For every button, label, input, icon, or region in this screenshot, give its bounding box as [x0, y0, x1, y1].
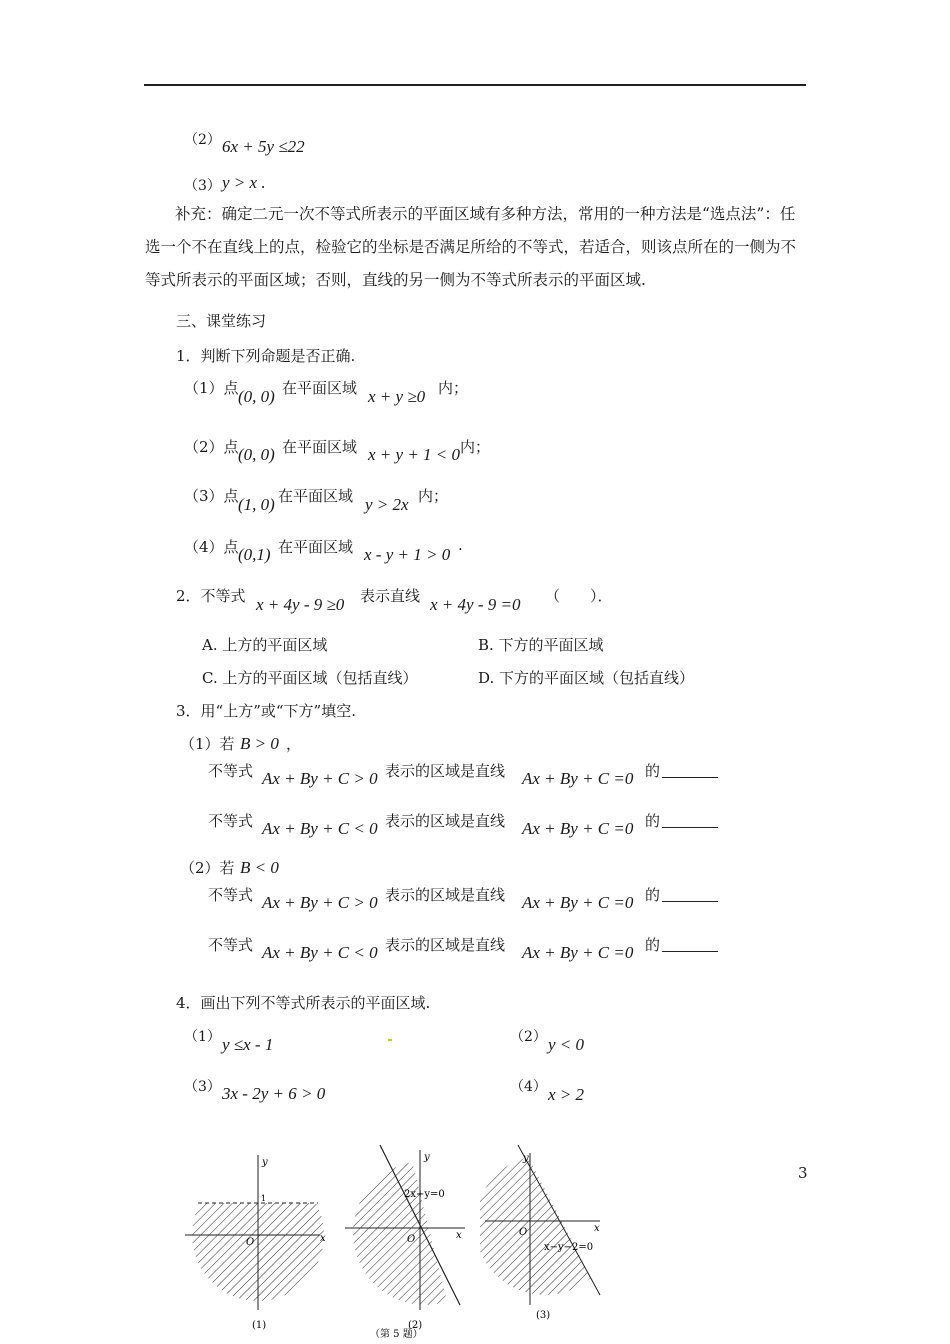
q1-inequality: x + y ≥0 — [368, 387, 426, 406]
q3-cond2: B < 0 — [240, 858, 279, 877]
item-label: （2） — [184, 132, 221, 148]
axis-label-y: y — [424, 1152, 430, 1163]
q1-item-label: （2）点 — [184, 438, 239, 456]
q1-title: 1．判断下列命题是否正确. — [176, 347, 356, 365]
q4-item-label: （1） — [184, 1029, 221, 1045]
fill-blank[interactable] — [662, 763, 718, 778]
q1-end: 内； — [460, 438, 491, 456]
figure-label: (1) — [252, 1320, 267, 1331]
axis-label-x: x — [320, 1233, 326, 1244]
inequality: y > x . — [222, 173, 266, 192]
q1-item-label: （1）点 — [184, 379, 239, 397]
q3-text: 表示的区域是直线 — [385, 812, 506, 830]
item-label: （3） — [184, 178, 221, 194]
q1-point: (0,1) — [238, 545, 271, 564]
q3-text: 不等式 — [208, 886, 254, 904]
q2-answer-paren: （ ）． — [545, 587, 613, 605]
line-equation: x−y−2=0 — [544, 1242, 594, 1253]
q3-case1: （1）若 — [180, 735, 235, 753]
axis-label-y: y — [523, 1153, 529, 1164]
inequality: 6x + 5y ≤22 — [222, 137, 305, 156]
q1-text: 在平面区域 — [278, 538, 354, 556]
q3-text: 表示的区域是直线 — [385, 936, 506, 954]
q3-text: 不等式 — [208, 936, 254, 954]
q4-inequality: y ≤x - 1 — [222, 1035, 274, 1054]
q3-line: Ax + By + C =0 — [522, 769, 634, 788]
supplement-paragraph: 补充：确定二元一次不等式所表示的平面区域有多种方法，常用的一种方法是“选点法”：任选一个不在直线上的点，检验它的坐标是否满足所给的不等式，若适合，则该点所在的一侧为不等式所表示的平面区域；否则，直线的另一侧为不等式所表示的平面区域. — [145, 205, 797, 289]
q3-text: 不等式 — [208, 812, 254, 830]
q1-inequality: x - y + 1 > 0 — [364, 545, 451, 564]
q4-item-label: （4） — [510, 1079, 547, 1095]
scan-speck — [388, 1039, 392, 1041]
origin-label: O — [519, 1227, 528, 1238]
page-number: 3 — [798, 1164, 808, 1182]
q3-line: Ax + By + C =0 — [522, 943, 634, 962]
q1-end: . — [458, 536, 463, 554]
figure-label: (2) — [408, 1320, 423, 1331]
q2-line: x + 4y - 9 =0 — [430, 595, 521, 614]
q1-point: (0, 0) — [238, 445, 275, 464]
line-equation: 2x+y=0 — [404, 1189, 445, 1200]
fill-blank[interactable] — [662, 937, 718, 952]
q3-text: 的 — [645, 812, 661, 830]
q4-item-label: （3） — [184, 1079, 221, 1095]
q2-inequality: x + 4y - 9 ≥0 — [256, 595, 345, 614]
q3-cond1: B > 0 — [240, 734, 279, 753]
q4-item-label: （2） — [510, 1029, 547, 1045]
q3-text: 不等式 — [208, 762, 254, 780]
figure-label: (3) — [536, 1310, 551, 1321]
q2-prefix: 2．不等式 — [176, 587, 246, 605]
q3-inequality: Ax + By + C < 0 — [262, 819, 378, 838]
comma: ， — [286, 735, 302, 753]
q3-text: 表示的区域是直线 — [385, 762, 506, 780]
q3-text: 的 — [645, 762, 661, 780]
figure-1 — [180, 1155, 340, 1331]
figure-caption: （第 5 题） — [370, 1329, 423, 1340]
q3-case2: （2）若 — [180, 859, 235, 877]
option-d: D. 下方的平面区域（包括直线） — [478, 669, 695, 687]
q1-item-label: （3）点 — [184, 487, 239, 505]
header-rule — [144, 84, 806, 86]
q3-inequality: Ax + By + C > 0 — [262, 893, 378, 912]
q1-text: 在平面区域 — [282, 438, 358, 456]
q1-inequality: y > 2x — [365, 495, 409, 514]
origin-label: O — [407, 1234, 416, 1245]
q1-text: 在平面区域 — [282, 379, 358, 397]
q1-text: 在平面区域 — [278, 487, 354, 505]
q1-point: (0, 0) — [238, 387, 275, 406]
option-b: B. 下方的平面区域 — [478, 636, 604, 654]
origin-label: O — [246, 1237, 255, 1248]
q1-end: 内； — [438, 379, 469, 397]
q4-title: 4．画出下列不等式所表示的平面区域. — [176, 994, 431, 1012]
tick-label: 1 — [261, 1194, 267, 1203]
q3-text: 表示的区域是直线 — [385, 886, 506, 904]
fill-blank[interactable] — [662, 813, 718, 828]
q2-text: 表示直线 — [360, 587, 421, 605]
q3-line: Ax + By + C =0 — [522, 893, 634, 912]
figure-2 — [340, 1145, 465, 1331]
q1-item-label: （4）点 — [184, 538, 239, 556]
q3-inequality: Ax + By + C < 0 — [262, 943, 378, 962]
axis-label-y: y — [262, 1157, 268, 1168]
fill-blank[interactable] — [662, 887, 718, 902]
q4-inequality: 3x - 2y + 6 > 0 — [222, 1084, 326, 1103]
option-c: C. 上方的平面区域（包括直线） — [202, 669, 418, 687]
q3-text: 的 — [645, 886, 661, 904]
q3-line: Ax + By + C =0 — [522, 819, 634, 838]
q1-inequality: x + y + 1 < 0 — [368, 445, 461, 464]
section-title: 三、课堂练习 — [176, 312, 267, 330]
q1-end: 内； — [418, 487, 449, 505]
axis-label-x: x — [456, 1230, 462, 1241]
q1-point: (1, 0) — [238, 495, 275, 514]
q3-title: 3．用“上方”或“下方”填空. — [176, 702, 356, 720]
option-a: A. 上方的平面区域 — [202, 636, 328, 654]
figures-graphic — [180, 1145, 620, 1340]
q3-text: 的 — [645, 936, 661, 954]
axis-label-x: x — [594, 1223, 600, 1234]
q4-inequality: y < 0 — [548, 1035, 585, 1054]
q4-inequality: x > 2 — [548, 1085, 585, 1104]
figure-3 — [480, 1145, 600, 1321]
q3-inequality: Ax + By + C > 0 — [262, 769, 378, 788]
